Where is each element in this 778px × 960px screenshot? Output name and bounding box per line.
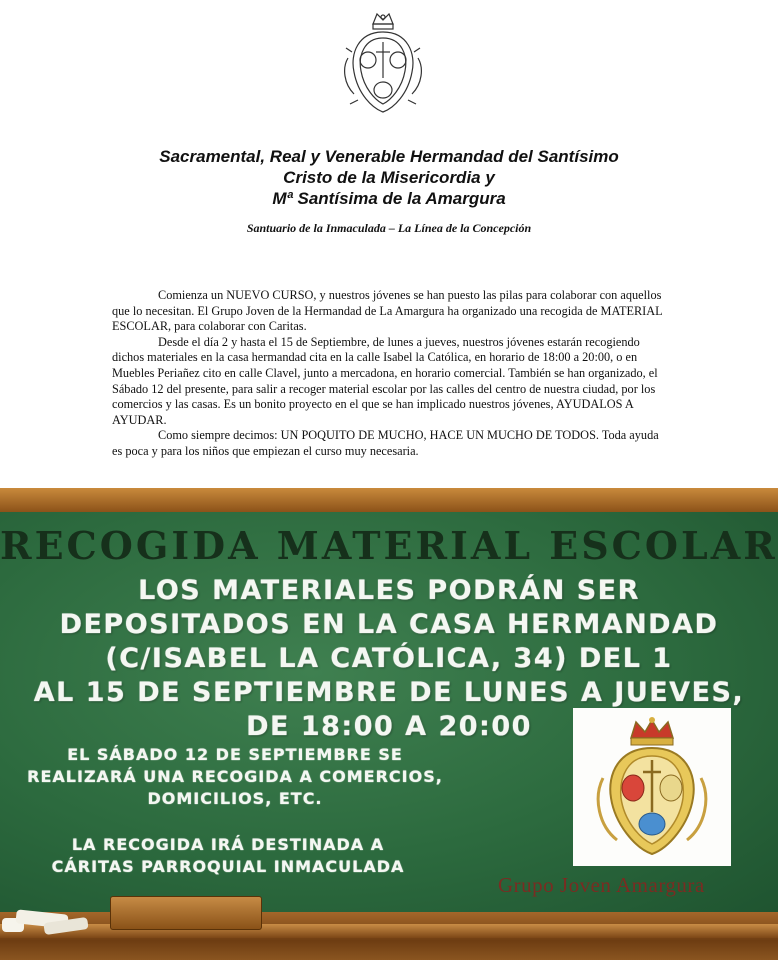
- main-line-3: (C/ISABEL LA CATÓLICA, 34) DEL 1: [105, 643, 673, 674]
- coat-of-arms-icon: [573, 708, 731, 866]
- main-line-4: AL 15 DE SEPTIEMBRE DE LUNES A JUEVES,: [33, 677, 745, 708]
- paragraph-2: Desde el día 2 y hasta el 15 de Septiembre, de lunes a jueves, nuestros jóvenes estarán recogiendo dichos materiales en la casa hermandad cita en la calle Isabel la Católica, en horario de 18:00 a 20:00, o en Muebles Periañez cito en calle Clavel, junto a mercadona, en horario comercial. También se han organizado, el Sábado 12 del presente, para salir a recoger material escolar por las calles del centro de nuestra ciudad, por los comercios y las casas. Es un bonito proyecto en el que se han implicado nuestros jóvenes, AYUDALOS A AYUDAR.: [112, 334, 658, 427]
- saturday-notice: [0, 744, 470, 810]
- chalkboard-frame-top: [0, 488, 778, 512]
- title-line-1: Sacramental, Real y Venerable Hermandad del Santísimo: [159, 147, 619, 166]
- saturday-line-1: EL SÁBADO 12 DE SEPTIEMBRE SE: [67, 745, 403, 764]
- title-line-3: Mª Santísima de la Amargura: [272, 189, 506, 208]
- youth-group-brand: Grupo Joven Amargura: [498, 873, 705, 897]
- main-line-5: DE 18:00 A 20:00: [246, 711, 532, 742]
- letter-body: [112, 288, 668, 460]
- title-line-2: Cristo de la Misericordia y: [283, 168, 495, 187]
- main-line-1: LOS MATERIALES PODRÁN SER: [138, 575, 640, 606]
- destination-line-2: CÁRITAS PARROQUIAL INMACULADA: [51, 857, 405, 876]
- paragraph-3: Como siempre decimos: UN POQUITO DE MUCHO, HACE UN MUCHO DE TODOS. Toda ayuda es poca y para los niños que empiezan el curso muy necesaria.: [112, 428, 659, 458]
- main-line-2: DEPOSITADOS EN LA CASA HERMANDAD: [59, 609, 719, 640]
- brotherhood-title: [0, 146, 778, 209]
- sanctuary-subtitle: Santuario de la Inmaculada – La Línea de la Concepción: [246, 221, 532, 235]
- paragraph-1: Comienza un NUEVO CURSO, y nuestros jóvenes se han puesto las pilas para colaborar con aquellos que lo necesitan. El Grupo Joven de la Hermandad de La Amargura ha organizado una recogida de MATERIAL ESCOLAR, para colaborar con Caritas.: [112, 288, 663, 334]
- youth-group-logo: [573, 708, 731, 866]
- saturday-line-2: REALIZARÁ UNA RECOGIDA A COMERCIOS,: [27, 767, 443, 786]
- board-heading: RECOGIDA MATERIAL ESCOLAR: [0, 523, 778, 568]
- eraser-icon: [110, 896, 262, 930]
- brotherhood-crest-icon: [340, 8, 426, 120]
- destination-line-1: LA RECOGIDA IRÁ DESTINADA A: [71, 835, 385, 854]
- saturday-line-3: DOMICILIOS, ETC.: [147, 789, 323, 808]
- destination-notice: [0, 834, 456, 878]
